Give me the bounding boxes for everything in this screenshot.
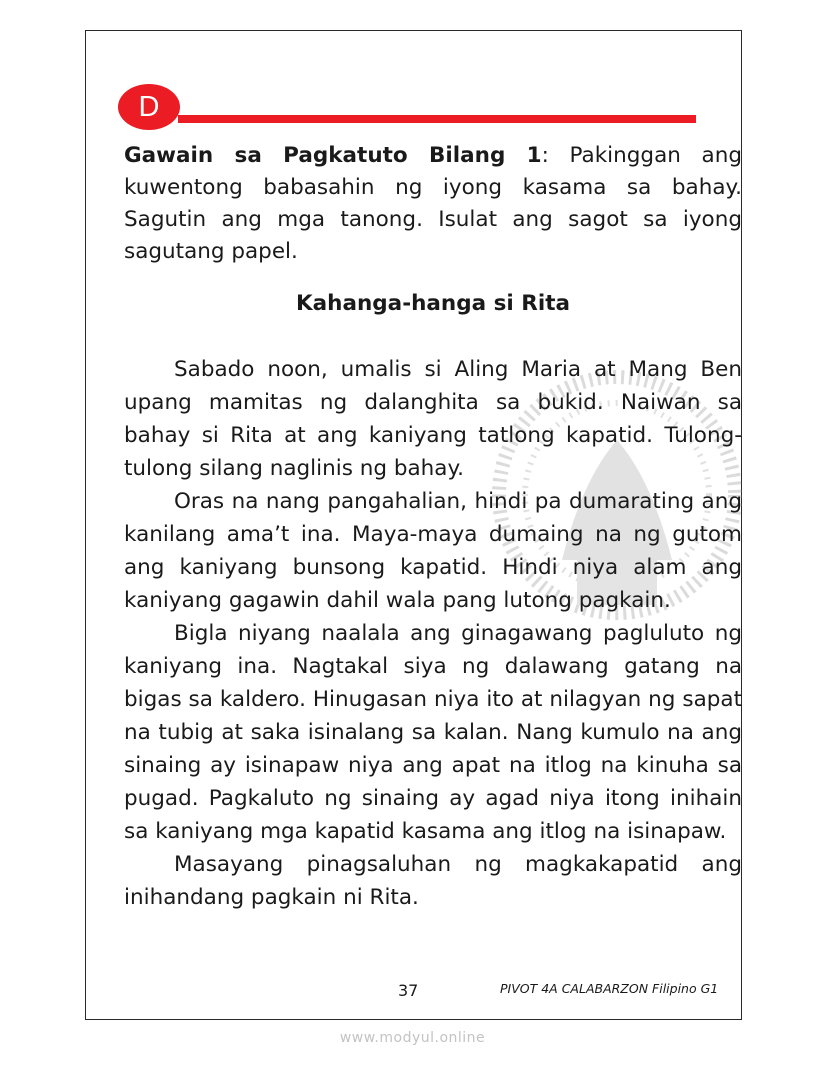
task-label: Gawain sa Pagkatuto Bilang 1 (124, 143, 542, 168)
site-watermark: www.modyul.online (339, 1030, 486, 1046)
instructions-text: : Pakinggan ang kuwentong babasahin ng iyong kasama sa bahay. Sagutin ang mga tanong. Isulat ang sagot sa iyong sagutang papel. (124, 143, 742, 264)
section-badge: D (118, 84, 180, 130)
story-paragraph: Oras na nang pangahalian, hindi pa dumarating ang kanilang ama’t ina. Maya-maya dumaing na ng gutom ang kaniyang bunsong kapatid. Hindi niya alam ang kaniyang gagawin dahil wala pang lutong pagkain. (124, 489, 742, 613)
section-divider (178, 115, 696, 123)
story-paragraph: Masayang pinagsaluhan ng magkakapatid ang inihandang pagkain ni Rita. (124, 852, 742, 910)
story-paragraph: Bigla niyang naalala ang ginagawang pagluluto ng kaniyang ina. Nagtakal siya ng dalawang gatang na bigas sa kaldero. Hinugasan niya ito at nilagyan ng sapat na tubig at saka isinalang sa kalan. Nang kumulo na ang sinaing ay isinapaw niya ang apat na itlog na kinuha sa pugad. Pagkaluto ng sinaing ay agad niya itong inihain sa kaniyang mga kapatid kasama ang itlog na isinapaw. (124, 621, 742, 844)
story-paragraph: Sabado noon, umalis si Aling Maria at Mang Ben upang mamitas ng dalanghita sa bukid. Naiwan sa bahay si Rita at ang kaniyang tatlong kapatid. Tulong-tulong silang naglinis ng bahay. (124, 357, 742, 481)
instructions-paragraph (124, 140, 742, 268)
footer-title: PIVOT 4A CALABARZON Filipino G1 (500, 981, 719, 996)
story-body (124, 353, 742, 914)
story-title: Kahanga-hanga si Rita (296, 291, 570, 316)
page-number: 37 (398, 981, 419, 1000)
